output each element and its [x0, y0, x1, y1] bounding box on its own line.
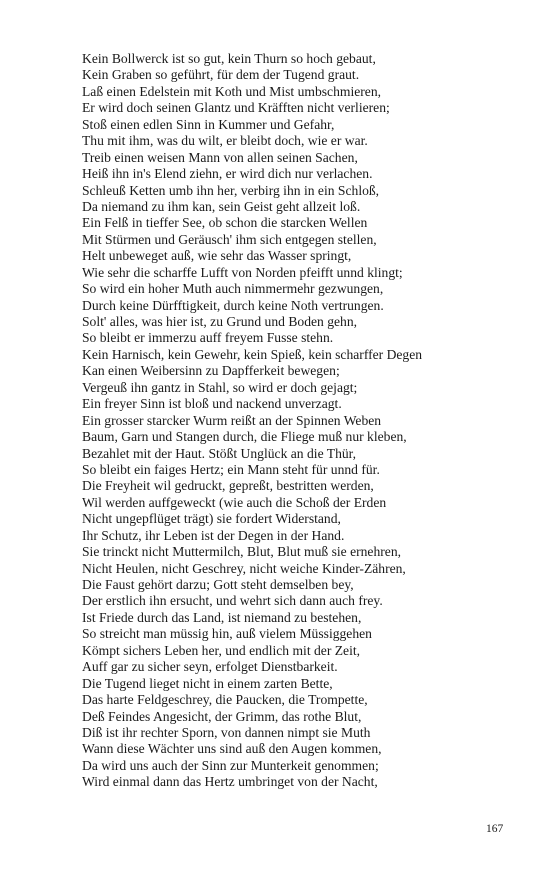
poem-line: Da niemand zu ihm kan, sein Geist geht allzeit loß.	[82, 198, 361, 214]
poem-line: Baum, Garn und Stangen durch, die Fliege muß nur kleben,	[82, 429, 407, 445]
poem-line: Nicht ungepflüget trägt) sie fordert Widerstand,	[82, 511, 341, 527]
poem-line: Ihr Schutz, ihr Leben ist der Degen in der Hand.	[82, 527, 345, 543]
poem-line: Auff gar zu sicher seyn, erfolget Dienstbarkeit.	[82, 659, 338, 675]
poem-line: Ein Felß in tieffer See, ob schon die starcken Wellen	[82, 215, 368, 231]
poem-line: Helt unbeweget auß, wie sehr das Wasser springt,	[82, 248, 352, 264]
poem-line: Der erstlich ihn ersucht, und wehrt sich dann auch frey.	[82, 593, 383, 609]
poem-line: Kein Graben so geführt, für dem der Tugend graut.	[82, 67, 360, 83]
poem-line: Wird einmal dann das Hertz umbringet von der Nacht,	[82, 774, 378, 790]
poem-line: Die Tugend lieget nicht in einem zarten Bette,	[82, 675, 333, 691]
poem-line: Treib einen weisen Mann von allen seinen Sachen,	[82, 149, 358, 165]
poem-line: Durch keine Dürfftigkeit, durch keine Noth vertrungen.	[82, 297, 384, 313]
poem-line: Die Faust gehört darzu; Gott steht demselben bey,	[82, 577, 354, 592]
poem-line: Nicht Heulen, nicht Geschrey, nicht weiche Kinder-Zähren,	[82, 560, 406, 576]
poem-line: Schleuß Ketten umb ihn her, verbirg ihn in ein Schloß,	[82, 182, 380, 198]
poem-line: So bleibt ein faiges Hertz; ein Mann steht für unnd für.	[82, 461, 380, 477]
poem-line: So wird ein hoher Muth auch nimmermehr gezwungen,	[82, 281, 384, 297]
poem-line: Die Freyheit wil gedruckt, gepreßt, bestritten werden,	[82, 478, 374, 494]
poem-line: Bezahlet mit der Haut. Stößt Unglück an die Thür,	[82, 445, 357, 461]
poem-line: Vergeuß ihn gantz in Stahl, so wird er doch gejagt;	[82, 379, 358, 395]
poem-line: Stoß einen edlen Sinn in Kummer und Gefahr,	[82, 116, 335, 132]
poem-line: So streicht man müssig hin, auß vielem Müssiggehen	[82, 626, 372, 642]
poem-line: Kömpt sichers Leben her, und endlich mit der Zeit,	[82, 642, 361, 658]
page-number: 167	[486, 823, 504, 835]
poem-line: Sie trinckt nicht Muttermilch, Blut, Blut muß sie ernehren,	[82, 544, 402, 560]
poem-line: Ein freyer Sinn ist bloß und nackend unverzagt.	[82, 396, 342, 412]
poem-line: Thu mit ihm, was du wilt, er bleibt doch, wie er war.	[82, 133, 368, 149]
poem-line: Kan einen Weibersinn zu Dapfferkeit bewegen;	[82, 363, 340, 379]
poem-line: Er wird doch seinen Glantz und Kräfften nicht verlieren;	[82, 100, 390, 116]
poem-line: Da wird uns auch der Sinn zur Munterkeit genommen;	[82, 757, 379, 773]
poem-line: Kein Harnisch, kein Gewehr, kein Spieß, kein scharffer Degen	[82, 346, 423, 362]
poem-line: So bleibt er immerzu auff freyem Fusse stehn.	[82, 330, 334, 346]
poem-line: Wil werden auffgeweckt (wie auch die Schoß der Erden	[82, 494, 387, 510]
poem-line: Solt' alles, was hier ist, zu Grund und Boden gehn,	[82, 314, 358, 329]
poem-line: Heiß ihn in's Elend ziehn, er wird dich nur verlachen.	[82, 166, 373, 182]
poem-text	[82, 51, 522, 791]
poem-line: Wann diese Wächter uns sind auß den Augen kommen,	[82, 741, 382, 757]
poem-line: Ein grosser starcker Wurm reißt an der Spinnen Weben	[82, 412, 382, 428]
poem-line: Laß einen Edelstein mit Koth und Mist umbschmieren,	[82, 83, 382, 99]
poem-line: Mit Stürmen und Geräusch' ihm sich entgegen stellen,	[82, 231, 377, 247]
poem-line: Ist Friede durch das Land, ist niemand zu bestehen,	[82, 609, 362, 625]
poem-line: Das harte Feldgeschrey, die Paucken, die Trompette,	[82, 692, 368, 708]
poem-line: Wie sehr die scharffe Lufft von Norden pfeifft unnd klingt;	[82, 264, 403, 280]
poem-line: Diß ist ihr rechter Sporn, von dannen nimpt sie Muth	[82, 724, 371, 740]
poem-line: Deß Feindes Angesicht, der Grimm, das rothe Blut,	[82, 708, 362, 724]
poem-line: Kein Bollwerck ist so gut, kein Thurn so hoch gebaut,	[82, 51, 376, 66]
